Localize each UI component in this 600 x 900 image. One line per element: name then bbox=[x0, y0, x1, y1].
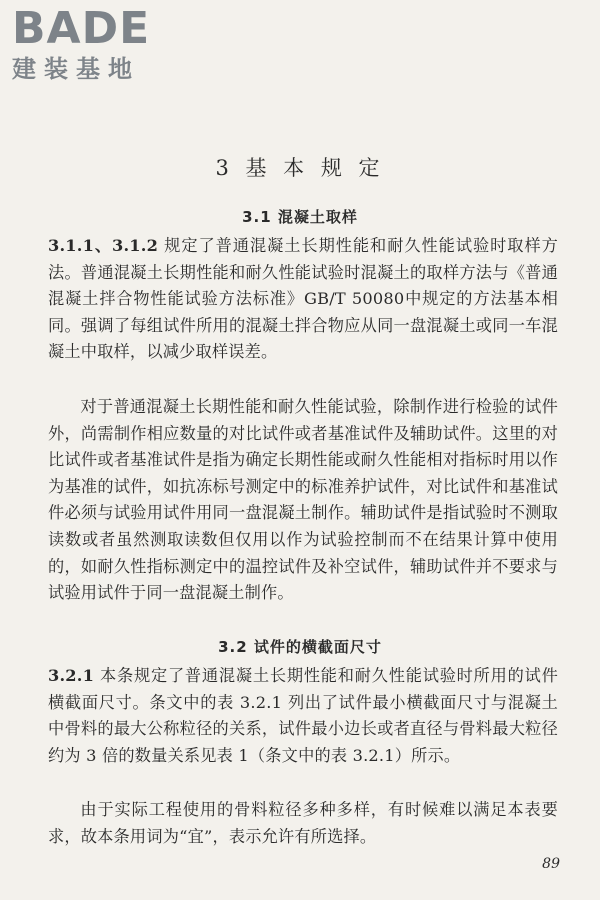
logo bbox=[12, 3, 151, 84]
page-number: 89 bbox=[542, 856, 560, 872]
paragraph-text: 规定了普通混凝土长期性能和耐久性能试验时取样方法。普通混凝土长期性能和耐久性能试验时混凝土的取样方法与《普通混凝土拌合物性能试验方法标准》GB/T 50080中规定的方法基本相同。强调了每组试件所用的混凝土拌合物应从同一盘混凝土或同一车混凝土中取样，以减少取样误差。 bbox=[48, 236, 558, 362]
logo-text-cn: 建装基地 bbox=[12, 55, 140, 83]
chapter-title: 3 基 本 规 定 bbox=[215, 156, 385, 180]
paragraph-aggregate: 由于实际工程使用的骨料粒径多种多样，有时候难以满足本表要求，故本条用词为“宜”，表示允许有所选择。 bbox=[48, 800, 558, 846]
paragraph-text: 本条规定了普通混凝土长期性能和耐久性能试验时所用的试件横截面尺寸。条文中的表 3.2.1 列出了试件最小横截面尺寸与混凝土中骨料的最大公称粒径的关系，试件最小边长或者直径与骨料最大粒径约为 3 倍的数量关系见表 1（条文中的表 3.2.1）所示。 bbox=[48, 666, 558, 765]
section-title-3-1: 3.1 混凝土取样 bbox=[242, 208, 358, 226]
paragraph-specimens: 对于普通混凝土长期性能和耐久性能试验，除制作进行检验的试件外，尚需制作相应数量的对比试件或者基准试件及辅助试件。这里的对比试件或者基准试件是指为确定长期性能或耐久性能相对指标时用以作为基准的试件，如抗冻标号测定中的标准养护试件，对比试件和基准试件必须与试验用试件用同一盘混凝土制作。辅助试件是指试验时不测取读数或者虽然测取读数但仅用以作为试验控制而不在结果计算中使用的，如耐久性指标测定中的温控试件及补空试件，辅助试件并不要求与试验用试件于同一盘混凝土制作。 bbox=[48, 397, 558, 603]
logo-text-en: BADE bbox=[12, 3, 151, 54]
clause-number: 3.1.1、3.1.2 bbox=[48, 236, 159, 255]
clause-number: 3.2.1 bbox=[48, 666, 95, 685]
paragraph-3-1-1 bbox=[48, 233, 558, 366]
section-title-3-2: 3.2 试件的横截面尺寸 bbox=[218, 638, 382, 656]
paragraph-3-2-1 bbox=[48, 663, 558, 769]
